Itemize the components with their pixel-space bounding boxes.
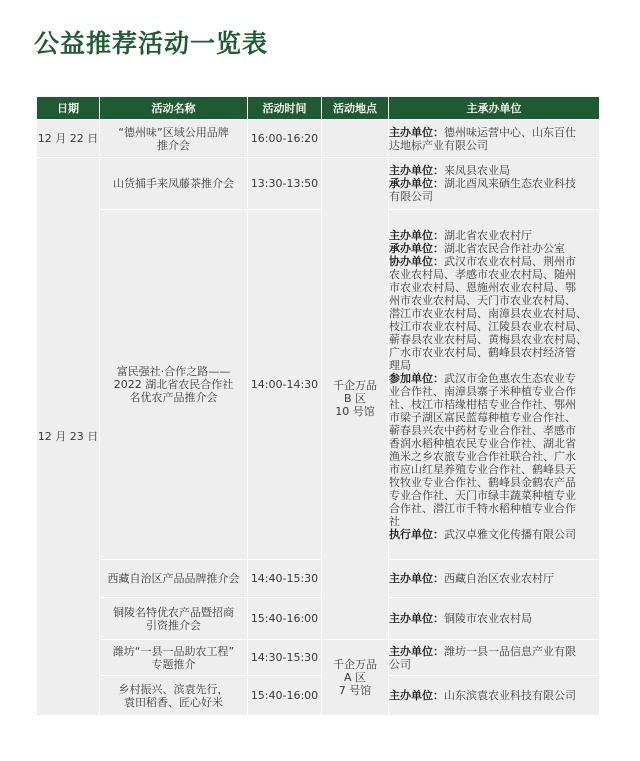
table-row: [37, 560, 600, 598]
org-label: 执行单位：: [389, 527, 444, 541]
activity-name-cell: [100, 676, 248, 716]
activity-name-line: 袁田稻香、匠心好米: [124, 695, 223, 709]
org-text: 达地标产业有限公司: [389, 138, 488, 152]
table-row: [37, 676, 600, 716]
activity-name-line: 专题推介: [151, 657, 196, 671]
activity-name-line: 西藏自治区产品品牌推介会: [107, 572, 240, 585]
table-row: [37, 210, 600, 560]
table-row: [37, 640, 600, 676]
org-text: 渔米之乡农旅专业合作社联合社、广水: [389, 449, 576, 463]
org-text: 有限公司: [389, 190, 433, 203]
activity-name-cell: [100, 210, 248, 560]
activity-time-cell: 16:00-16:20: [248, 120, 322, 158]
org-label: 承办单位：: [389, 177, 444, 190]
activity-time-cell: 13:30-13:50: [248, 158, 322, 210]
activity-name-line: 潍坊“一县一品助农工程”: [112, 644, 235, 658]
activity-name-line: 引资推介会: [146, 618, 201, 632]
activity-name-cell: [100, 598, 248, 640]
org-label: 协办单位：: [389, 254, 444, 268]
activity-name-line: “德州味”区域公用品牌: [118, 125, 229, 139]
org-label: 主办单位：: [389, 228, 444, 242]
header-date: 日期: [37, 97, 100, 120]
org-text: 牧牧业专业合作社、鹤峰县金鹤农产品: [389, 475, 576, 489]
activity-name-line: 名优农产品推介会: [129, 391, 218, 404]
org-text: 州市农业农村局、天门市农业农村局、: [389, 293, 576, 307]
org-text: 山东滨袁农业科技有限公司: [444, 689, 576, 702]
venue-line: 千企万品: [333, 379, 377, 392]
org-text: 武汉市金色惠农生态农业专: [444, 371, 576, 385]
activity-name-line: 富民强社·合作之路——: [116, 365, 231, 378]
organizer-cell: [389, 158, 600, 210]
org-text: 公司: [389, 657, 411, 671]
org-text: 武汉卓雅文化传播有限公司: [444, 527, 576, 541]
org-text: 市农业农村局、恩施州农业农村局、鄂: [389, 280, 576, 294]
activity-time-cell: 15:40-16:00: [248, 598, 322, 640]
header-venue: 活动地点: [322, 97, 389, 120]
org-text: 专业合作社、天门市绿丰蔬菜种植专业: [389, 488, 576, 502]
org-label: 主办单位：: [389, 572, 444, 585]
organizer-cell: [389, 598, 600, 640]
org-text: 蕲春县农业农村局、黄梅县农业农村局、: [389, 332, 587, 346]
org-text: 蕲春县兴农中药材专业合作社、孝感市: [389, 423, 576, 437]
venue-line: 7 号馆: [338, 684, 372, 697]
page-title: 公益推荐活动一览表: [34, 29, 269, 58]
org-label: 主办单位：: [389, 164, 444, 177]
org-text: 湖北酉凤来硒生态农业科技: [444, 177, 576, 190]
activity-time-cell: 15:40-16:00: [248, 676, 322, 716]
org-label: 主办单位：: [389, 125, 444, 139]
org-text: 市应山红星养殖专业合作社、鹤峰县天: [389, 462, 576, 476]
activity-name-cell: [100, 640, 248, 676]
table-row: [37, 598, 600, 640]
activity-table: [36, 96, 600, 716]
venue-line: 千企万品: [333, 658, 377, 671]
org-text: 来凤县农业局: [444, 164, 510, 177]
date-cell: 12 月 23 日: [37, 158, 100, 716]
date-cell: 12 月 22 日: [37, 120, 100, 158]
venue-cell: [322, 640, 389, 716]
org-text: 武汉市农业农村局、荆州市: [444, 254, 576, 268]
org-text: 湖北省农民合作社办公室: [444, 241, 565, 255]
activity-name-line: 推介会: [157, 138, 190, 152]
org-text: 社、枝江市桔缘柑桔专业合作社、鄂州: [389, 397, 576, 411]
org-text: 潍坊一县一品信息产业有限: [444, 644, 576, 658]
org-label: 参加单位：: [389, 371, 444, 385]
table-row: [37, 120, 600, 158]
activity-time-cell: 14:30-15:30: [248, 640, 322, 676]
org-text: 农业农村局、孝感市农业农村局、随州: [389, 267, 576, 281]
table-header-row: [37, 97, 600, 120]
organizer-cell: [389, 640, 600, 676]
org-label: 主办单位：: [389, 612, 444, 625]
org-text: 广水市农业农村局、鹤峰县农村经济管: [389, 345, 576, 359]
table-row: [37, 158, 600, 210]
org-text: 西藏自治区农业农村厅: [444, 572, 554, 585]
org-text: 市梁子湖区富民蓝莓种植专业合作社、: [389, 410, 576, 424]
org-label: 承办单位：: [389, 241, 444, 255]
venue-cell: [322, 158, 389, 640]
org-text: 枝江市农业农村局、江陵县农业农村局、: [389, 319, 587, 333]
organizer-cell: [389, 210, 600, 560]
org-text: 理局: [389, 358, 411, 372]
organizer-cell: [389, 120, 600, 158]
org-text: 德州味运营中心、山东百仕: [444, 125, 576, 139]
header-name: 活动名称: [100, 97, 248, 120]
activity-name-line: 乡村振兴、滨袁先行，: [118, 682, 229, 696]
activity-name-cell: [100, 158, 248, 210]
activity-name-cell: [100, 120, 248, 158]
activity-time-cell: 14:00-14:30: [248, 210, 322, 560]
org-text: 社: [389, 514, 400, 528]
organizer-cell: [389, 560, 600, 598]
activity-time-cell: 14:40-15:30: [248, 560, 322, 598]
org-text: 合作社、潜江市千特水稻种植专业合作: [389, 501, 576, 515]
header-org: 主承办单位: [389, 97, 600, 120]
org-text: 铜陵市农业农村局: [444, 612, 532, 625]
venue-cell: [322, 120, 389, 158]
venue-line: A 区: [343, 671, 367, 684]
activity-name-cell: [100, 560, 248, 598]
activity-name-line: 铜陵名特优农产品暨招商: [113, 605, 234, 619]
activity-name-line: 2022 湖北省农民合作社: [113, 378, 234, 391]
org-text: 业合作社、南漳县寨子米种植专业合作: [389, 384, 576, 398]
org-text: 香润水稻种植农民专业合作社、湖北省: [389, 436, 576, 450]
org-label: 主办单位：: [389, 644, 444, 658]
org-text: 湖北省农业农村厅: [444, 228, 532, 242]
venue-line: B 区: [343, 392, 367, 405]
org-label: 主办单位：: [389, 689, 444, 702]
organizer-cell: [389, 676, 600, 716]
venue-line: 10 号馆: [335, 405, 375, 418]
activity-name-line: 山货捕手来凤藤茶推介会: [113, 177, 234, 190]
org-text: 潜江市农业农村局、南漳县农业农村局、: [389, 306, 587, 320]
header-time: 活动时间: [248, 97, 322, 120]
